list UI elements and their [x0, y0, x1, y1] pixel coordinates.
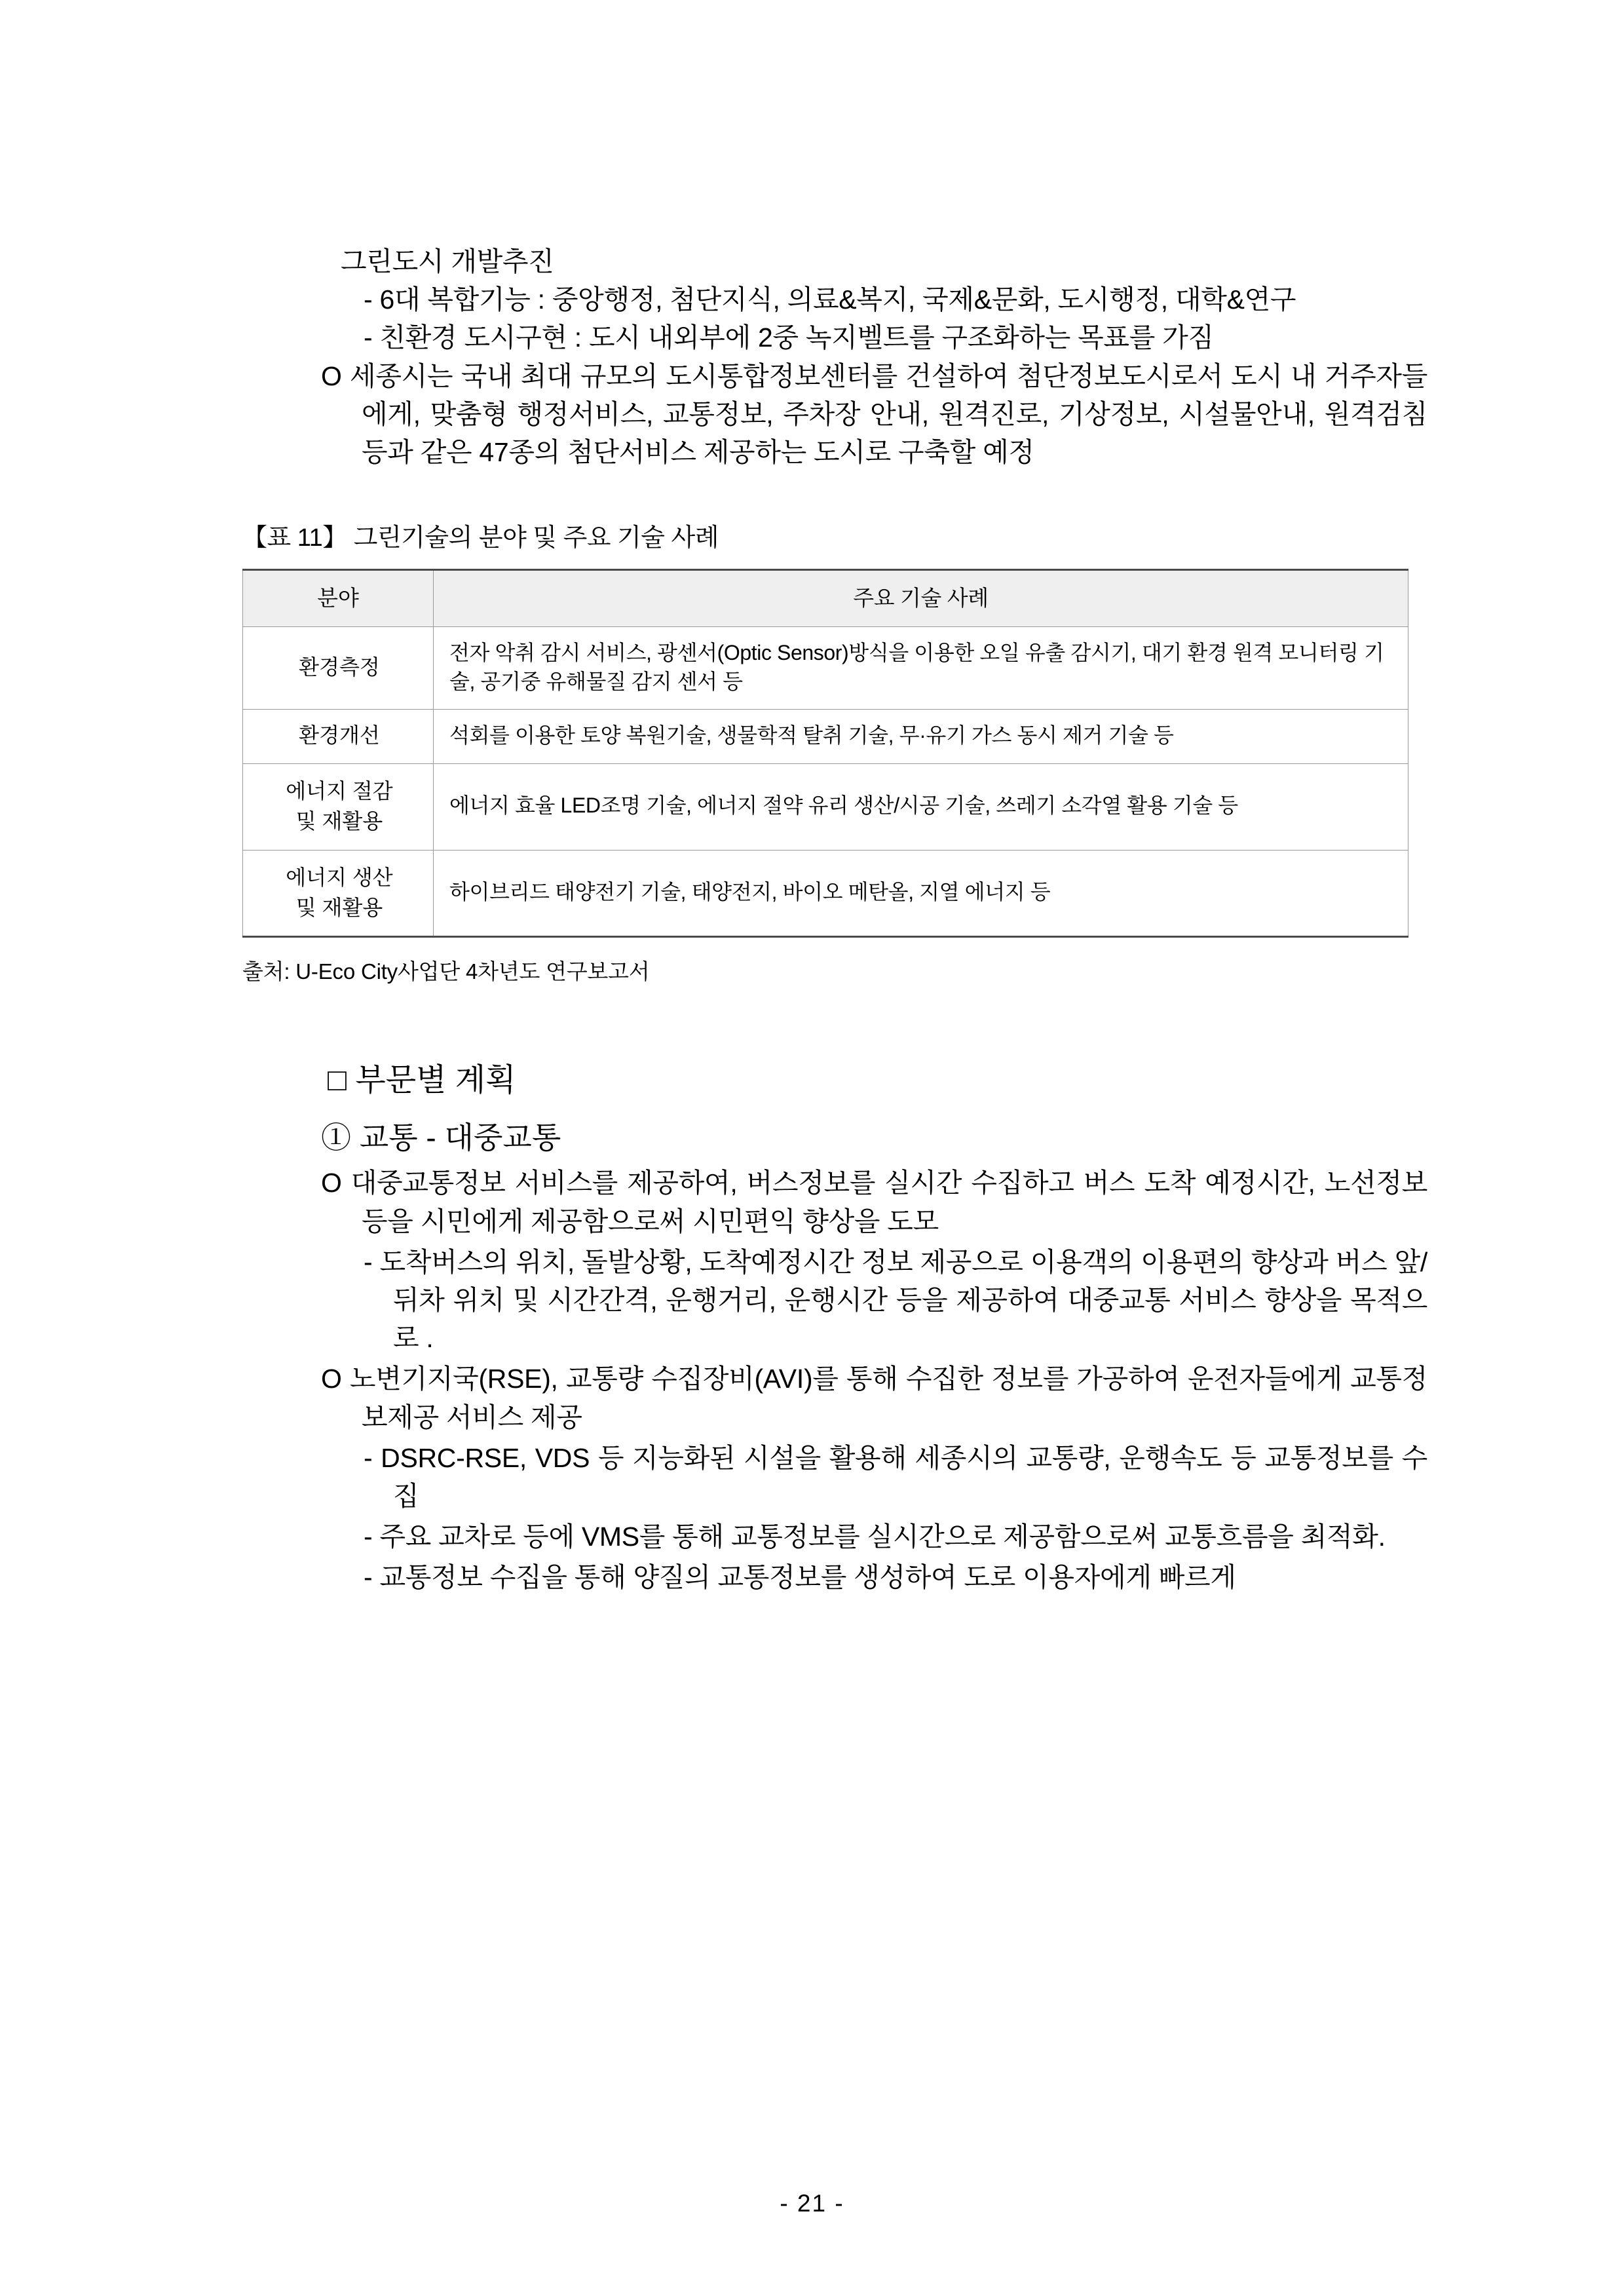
table-cell-examples: 하이브리드 태양전기 기술, 태양전지, 바이오 메탄올, 지열 에너지 등: [434, 850, 1408, 937]
section-heading-transport: ① 교통 - 대중교통: [321, 1120, 561, 1155]
table-header-field: 분야: [243, 570, 434, 627]
table-cell-field: 환경측정: [243, 627, 434, 710]
table-header-examples: 주요 기술 사례: [434, 570, 1408, 627]
table-cell-field: 에너지 생산 및 재활용: [243, 850, 434, 937]
plan-items: [242, 1164, 1427, 1596]
table-row: [243, 627, 1408, 710]
dash-item: - DSRC-RSE, VDS 등 지능화된 시설을 활용해 세종시의 교통량, 운행속도 등 교통정보를 수집: [364, 1442, 1427, 1512]
green-tech-table: [242, 569, 1408, 938]
table-row: [243, 763, 1408, 850]
dash-item: - 친환경 도시구현 : 도시 내외부에 2중 녹지벨트를 구조화하는 목표를 가짐: [364, 322, 1214, 353]
table-row: [243, 710, 1408, 764]
circle-item: О 대중교통정보 서비스를 제공하여, 버스정보를 실시간 수집하고 버스 도착 예정시간, 노선정보 등을 시민에게 제공함으로써 시민편익 향상을 도모: [321, 1168, 1427, 1236]
dash-item: - 도착버스의 위치, 돌발상황, 도착예정시간 정보 제공으로 이용객의 이용편의 향상과 버스 앞/뒤차 위치 및 시간간격, 운행거리, 운행시간 등을 제공하여 대중교통 서비스 향상을 목적으로 .: [364, 1246, 1427, 1354]
table-cell-examples: 전자 악취 감시 서비스, 광센서(Optic Sensor)방식을 이용한 오일 유출 감시기, 대기 환경 원격 모니터링 기술, 공기중 유해물질 감지 센서 등: [434, 627, 1408, 710]
page-number: - 21 -: [780, 2190, 844, 2217]
table-cell-field: 에너지 절감 및 재활용: [243, 763, 434, 850]
green-city-heading: 그린도시 개발추진: [341, 246, 554, 277]
table-cell-examples: 석회를 이용한 토양 복원기술, 생물학적 탈취 기술, 무·유기 가스 동시 제거 기술 등: [434, 710, 1408, 764]
table-caption: 【표 11】 그린기술의 분야 및 주요 기술 사례: [242, 524, 719, 552]
table-row: [243, 850, 1408, 937]
dash-item: - 교통정보 수집을 통해 양질의 교통정보를 생성하여 도로 이용자에게 빠르게: [364, 1562, 1236, 1593]
circle-item: О 세종시는 국내 최대 규모의 도시통합정보센터를 건설하여 첨단정보도시로서 도시 내 거주자들에게, 맞춤형 행정서비스, 교통정보, 주차장 안내, 원격진로, 기상정보, 시설물안내, 원격검침등과 같은 47종의 첨단서비스 제공하는 도시로 구축할 예정: [321, 360, 1427, 468]
dash-item: - 6대 복합기능 : 중앙행정, 첨단지식, 의료&복지, 국제&문화, 도시행정, 대학&연구: [364, 284, 1296, 315]
circle-item: О 노변기지국(RSE), 교통량 수집장비(AVI)를 통해 수집한 정보를 가공하여 운전자들에게 교통정보제공 서비스 제공: [321, 1364, 1427, 1432]
table-header-row: [243, 570, 1408, 627]
table-cell-examples: 에너지 효율 LED조명 기술, 에너지 절약 유리 생산/시공 기술, 쓰레기 소각열 활용 기술 등: [434, 763, 1408, 850]
dash-item: - 주요 교차로 등에 VMS를 통해 교통정보를 실시간으로 제공함으로써 교통흐름을 최적화.: [364, 1521, 1386, 1552]
top-section: [242, 242, 1427, 471]
table-cell-field: 환경개선: [243, 710, 434, 764]
section-heading-plan: □ 부문별 계획: [328, 1063, 516, 1098]
table-source: 출처: U-Eco City사업단 4차년도 연구보고서: [242, 959, 650, 984]
